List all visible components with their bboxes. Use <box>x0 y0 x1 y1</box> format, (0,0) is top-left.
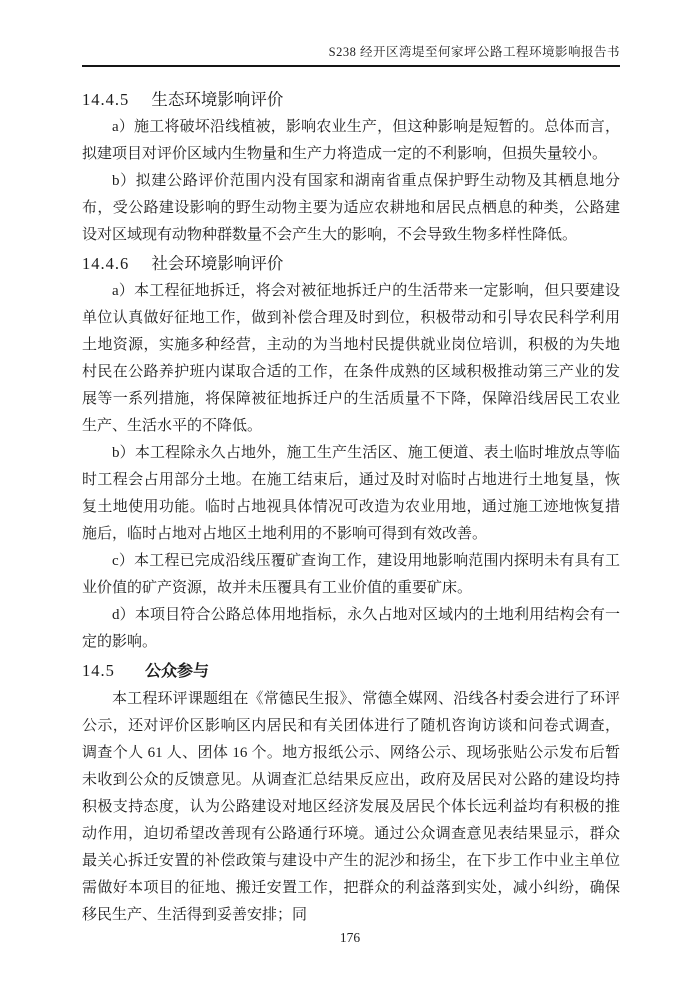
section-title: 公众参与 <box>145 663 210 680</box>
page-header <box>82 44 620 67</box>
paragraph-14-4-6-c: c）本工程已完成沿线压覆矿查询工作，建设用地影响范围内探明未有具有工业价值的矿产资源，故并未压覆具有工业价值的重要矿床。 <box>82 553 620 596</box>
section-heading-14-4-5 <box>82 86 620 113</box>
section-heading-14-5 <box>82 657 620 685</box>
paragraph-14-4-6-a: a）本工程征地拆迁，将会对被征地拆迁户的生活带来一定影响，但只要建设单位认真做好征地工作，做到补偿合理及时到位，积极带动和引导农民科学利用土地资源，实施多种经营，主动的为当地村民提供就业岗位培训，积极的为失地村民在公路养护班内谋取合适的工作，在条件成熟的区域积极推动第三产业的发展等一系列措施，将保障被征地拆迁户的生活质量不下降，保障沿线居民工农业生产、生活水平的不降低。 <box>82 283 620 434</box>
section-title: 社会环境影响评价 <box>151 254 284 273</box>
paragraph-14-4-5-a: a）施工将破坏沿线植被，影响农业生产，但这种影响是短暂的。总体而言，拟建项目对评价区域内生物量和生产力将造成一定的不利影响，但损失量较小。 <box>82 119 620 162</box>
paragraph-14-4-6-d: d）本项目符合公路总体用地指标，永久占地对区域内的土地利用结构会有一定的影响。 <box>82 607 620 650</box>
section-number: 14.5 <box>82 661 115 680</box>
paragraph-14-4-6-b: b）本工程除永久占地外，施工生产生活区、施工便道、表土临时堆放点等临时工程会占用部分土地。在施工结束后，通过及时对临时占地进行土地复垦，恢复土地使用功能。临时占地视具体情况可改造为农业用地，通过施工迹地恢复措施后，临时占地对占地区土地利用的不影响可得到有效改善。 <box>82 445 620 542</box>
section-heading-14-4-6 <box>82 250 620 277</box>
header-title: S238 经开区湾堤至何家坪公路工程环境影响报告书 <box>328 45 620 59</box>
page-number: 176 <box>339 930 361 945</box>
section-title: 生态环境影响评价 <box>151 90 284 109</box>
paragraph-14-5-1: 本工程环评课题组在《常德民生报》、常德全媒网、沿线各村委会进行了环评公示，还对评价区影响区内居民和有关团体进行了随机咨询访谈和问卷式调查，调查个人 61 人、团体 16 个。地方报纸公示、网络公示、现场张贴公示发布后暂未收到公众的反馈意见。从调查汇总结果反应出，政府及居民对公路的建设均持积极支持态度，认为公路建设对地区经济发展及居民个体长远利益均有积极的推动作用，迫切希望改善现有公路通行环境。通过公众调查意见表结果显示，群众最关心拆迁安置的补偿政策与建设中产生的泥沙和扬尘，在下步工作中业主单位需做好本项目的征地、搬迁安置工作，把群众的利益落到实处，减小纠纷，确保移民生产、生活得到妥善安排；同 <box>82 691 620 923</box>
paragraph-14-4-5-b: b）拟建公路评价范围内没有国家和湖南省重点保护野生动物及其栖息地分布，受公路建设影响的野生动物主要为适应农耕地和居民点栖息的种类，公路建设对区域现有动物种群数量不会产生大的影响，不会导致生物多样性降低。 <box>82 173 620 243</box>
section-number: 14.4.5 <box>82 90 130 109</box>
section-number: 14.4.6 <box>82 254 130 273</box>
document-body <box>82 86 620 929</box>
